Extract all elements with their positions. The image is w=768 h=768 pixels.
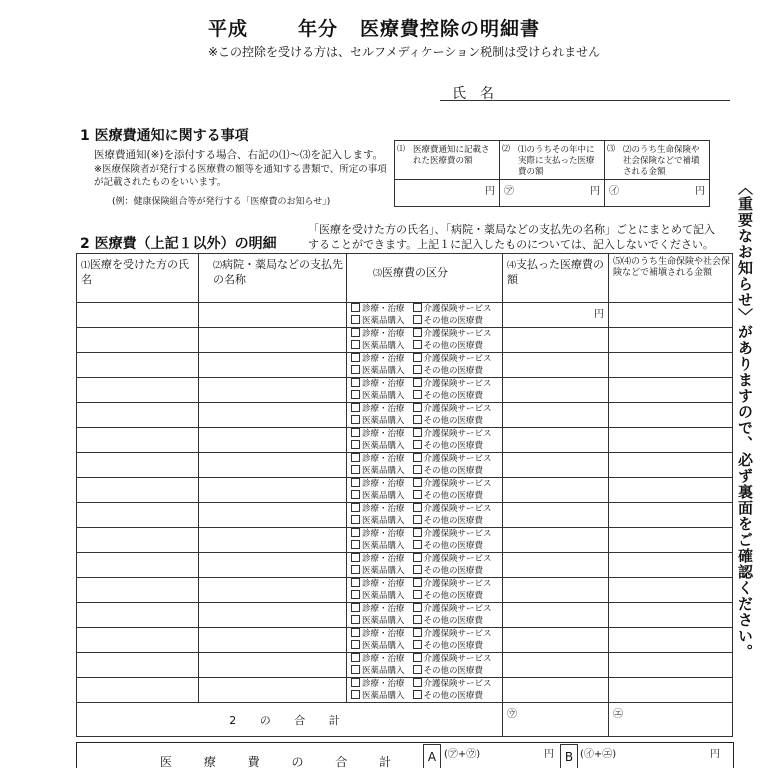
care-service-checkbox[interactable] [413, 578, 422, 587]
compensation-cell[interactable] [609, 628, 733, 653]
paid-amount-cell[interactable] [503, 628, 609, 653]
treatment-checkbox[interactable] [351, 403, 360, 412]
payee-name-cell[interactable] [199, 328, 347, 353]
patient-name-cell[interactable] [77, 678, 199, 703]
care-service-checkbox[interactable] [413, 453, 422, 462]
payee-name-cell[interactable] [199, 478, 347, 503]
table-row [77, 403, 733, 428]
payee-name-cell[interactable] [199, 653, 347, 678]
compensation-cell[interactable] [609, 503, 733, 528]
payee-name-cell[interactable] [199, 378, 347, 403]
medicine-checkbox[interactable] [351, 340, 360, 349]
table-row [77, 353, 733, 378]
notice-amount-table [394, 140, 710, 207]
t1-header-1: ⑴ 医療費通知に記載された医療費の額 [395, 141, 500, 180]
paid-amount-cell[interactable] [503, 478, 609, 503]
patient-name-cell[interactable] [77, 578, 199, 603]
expense-detail-table [76, 253, 733, 737]
treatment-checkbox[interactable] [351, 378, 360, 387]
payee-name-cell[interactable] [199, 628, 347, 653]
notice-amount-input[interactable]: 円 [395, 180, 500, 207]
payee-name-cell[interactable] [199, 528, 347, 553]
payee-name-cell[interactable] [199, 353, 347, 378]
other-expense-checkbox[interactable] [413, 390, 422, 399]
patient-name-cell[interactable] [77, 353, 199, 378]
compensation-cell[interactable] [609, 303, 733, 328]
care-service-checkbox[interactable] [413, 678, 422, 687]
table-row [77, 653, 733, 678]
other-expense-checkbox[interactable] [413, 340, 422, 349]
paid-amount-input[interactable]: ㋐ 円 [500, 180, 605, 207]
paid-amount-cell[interactable] [503, 678, 609, 703]
medicine-checkbox[interactable] [351, 440, 360, 449]
treatment-checkbox[interactable] [351, 353, 360, 362]
care-service-checkbox[interactable] [413, 603, 422, 612]
table-row [77, 428, 733, 453]
compensation-cell[interactable] [609, 528, 733, 553]
total-b-formula: (㋑+㋓) [580, 749, 617, 760]
other-expense-checkbox[interactable] [413, 590, 422, 599]
treatment-checkbox[interactable] [351, 503, 360, 512]
paid-amount-cell[interactable] [503, 578, 609, 603]
treatment-checkbox[interactable] [351, 453, 360, 462]
medicine-checkbox[interactable] [351, 615, 360, 624]
care-service-checkbox[interactable] [413, 478, 422, 487]
medicine-checkbox[interactable] [351, 515, 360, 524]
care-service-checkbox[interactable] [413, 653, 422, 662]
compensation-cell[interactable] [609, 653, 733, 678]
patient-name-cell[interactable] [77, 503, 199, 528]
page-title: 医療費控除の明細書 [360, 18, 541, 40]
treatment-checkbox[interactable] [351, 528, 360, 537]
treatment-checkbox[interactable] [351, 553, 360, 562]
category-cell: 診療・治療 介護保険サービス 医薬品購入 その他の医療費 [347, 578, 503, 603]
table-row [77, 528, 733, 553]
table-row [77, 328, 733, 353]
compensation-cell[interactable] [609, 603, 733, 628]
treatment-checkbox[interactable] [351, 428, 360, 437]
patient-name-cell[interactable] [77, 303, 199, 328]
year-unit-label: 年分 [298, 18, 339, 40]
compensation-cell[interactable] [609, 403, 733, 428]
t2-header-patient: ⑴医療を受けた方の氏名 [77, 254, 199, 303]
paid-amount-cell[interactable] [503, 403, 609, 428]
section2-description: 「医療を受けた方の氏名」、「病院・薬局などの支払先の名称」ごとにまとめて記入することができます。上記１に記入したものについては、記入しないでください。 [308, 223, 715, 251]
paid-amount-cell[interactable] [503, 528, 609, 553]
paid-amount-cell[interactable] [503, 653, 609, 678]
care-service-checkbox[interactable] [413, 428, 422, 437]
treatment-checkbox[interactable] [351, 328, 360, 337]
paid-amount-cell[interactable] [503, 378, 609, 403]
payee-name-cell[interactable] [199, 553, 347, 578]
patient-name-cell[interactable] [77, 403, 199, 428]
category-cell: 診療・治療 介護保険サービス 医薬品購入 その他の医療費 [347, 603, 503, 628]
section1-title: 1 医療費通知に関する事項 [80, 128, 249, 144]
compensation-cell[interactable] [609, 578, 733, 603]
medicine-checkbox[interactable] [351, 640, 360, 649]
treatment-checkbox[interactable] [351, 678, 360, 687]
care-service-checkbox[interactable] [413, 503, 422, 512]
other-expense-checkbox[interactable] [413, 465, 422, 474]
payee-name-cell[interactable] [199, 578, 347, 603]
category-cell: 診療・治療 介護保険サービス 医薬品購入 その他の医療費 [347, 503, 503, 528]
care-service-checkbox[interactable] [413, 528, 422, 537]
category-cell: 診療・治療 介護保険サービス 医薬品購入 その他の医療費 [347, 303, 503, 328]
compensated-amount-input[interactable]: ㋑ 円 [605, 180, 710, 207]
total-a-yen[interactable]: 円 [544, 749, 554, 760]
table-row [77, 303, 733, 328]
treatment-checkbox[interactable] [351, 628, 360, 637]
other-expense-checkbox[interactable] [413, 565, 422, 574]
name-field[interactable] [440, 100, 730, 101]
table-row [77, 578, 733, 603]
other-expense-checkbox[interactable] [413, 615, 422, 624]
compensation-cell[interactable] [609, 378, 733, 403]
t2-header-payee: ⑵病院・薬局などの支払先の名称 [199, 254, 347, 303]
treatment-checkbox[interactable] [351, 478, 360, 487]
compensation-cell[interactable] [609, 553, 733, 578]
other-expense-checkbox[interactable] [413, 315, 422, 324]
table-row [77, 503, 733, 528]
care-service-checkbox[interactable] [413, 403, 422, 412]
section1-instruction: 医療費通知(※)を添付する場合、右記の⑴〜⑶を記入します。 [94, 149, 384, 161]
t2-header-amount: ⑷支払った医療費の額 [503, 254, 609, 303]
total-b-yen[interactable]: 円 [710, 749, 720, 760]
paid-amount-cell[interactable] [503, 353, 609, 378]
category-cell: 診療・治療 介護保険サービス 医薬品購入 その他の医療費 [347, 403, 503, 428]
patient-name-cell[interactable] [77, 428, 199, 453]
section2-title: 2 医療費（上記１以外）の明細 [80, 236, 277, 252]
patient-name-cell[interactable] [77, 453, 199, 478]
other-expense-checkbox[interactable] [413, 365, 422, 374]
medicine-checkbox[interactable] [351, 565, 360, 574]
paid-amount-cell[interactable] [503, 453, 609, 478]
table-row [77, 478, 733, 503]
table-row [77, 603, 733, 628]
paid-amount-cell[interactable]: 円 [503, 303, 609, 328]
compensation-cell[interactable] [609, 478, 733, 503]
care-service-checkbox[interactable] [413, 628, 422, 637]
grand-total-label: 医 療 費 の 合 計 [160, 755, 406, 768]
section2-total-label: 2 の 合 計 [77, 703, 503, 737]
medicine-checkbox[interactable] [351, 665, 360, 674]
medicine-checkbox[interactable] [351, 590, 360, 599]
care-service-checkbox[interactable] [413, 353, 422, 362]
care-service-checkbox[interactable] [413, 378, 422, 387]
table-row [77, 553, 733, 578]
category-cell: 診療・治療 介護保険サービス 医薬品購入 その他の医療費 [347, 478, 503, 503]
payee-name-cell[interactable] [199, 403, 347, 428]
other-expense-checkbox[interactable] [413, 665, 422, 674]
category-cell: 診療・治療 介護保険サービス 医薬品購入 その他の医療費 [347, 328, 503, 353]
other-expense-checkbox[interactable] [413, 690, 422, 699]
category-cell: 診療・治療 介護保険サービス 医薬品購入 その他の医療費 [347, 628, 503, 653]
paid-amount-cell[interactable] [503, 428, 609, 453]
patient-name-cell[interactable] [77, 328, 199, 353]
table-row [77, 453, 733, 478]
category-cell: 診療・治療 介護保険サービス 医薬品購入 その他の医療費 [347, 378, 503, 403]
medicine-checkbox[interactable] [351, 465, 360, 474]
section2-total-compensation[interactable]: ㋓ [609, 703, 733, 737]
total-a-formula: (㋐+㋒) [444, 749, 481, 760]
other-expense-checkbox[interactable] [413, 415, 422, 424]
category-cell: 診療・治療 介護保険サービス 医薬品購入 その他の医療費 [347, 678, 503, 703]
name-label: 氏名 [452, 86, 508, 102]
section1-note: ※医療保険者が発行する医療費の額等を通知する書類で、所定の事項が記載されたものをいいます。 [94, 164, 387, 188]
section2-total-amount[interactable]: ㋒ [503, 703, 609, 737]
payee-name-cell[interactable] [199, 603, 347, 628]
important-notice-vertical: 〈重要なお知らせ〉がありますので、必ず裏面をご確認ください。 [736, 180, 754, 660]
category-cell: 診療・治療 介護保険サービス 医薬品購入 その他の医療費 [347, 428, 503, 453]
patient-name-cell[interactable] [77, 378, 199, 403]
patient-name-cell[interactable] [77, 653, 199, 678]
form-title [208, 14, 540, 41]
table-row [77, 678, 733, 703]
medicine-checkbox[interactable] [351, 690, 360, 699]
treatment-checkbox[interactable] [351, 653, 360, 662]
category-cell: 診療・治療 介護保険サービス 医薬品購入 その他の医療費 [347, 353, 503, 378]
paid-amount-cell[interactable] [503, 503, 609, 528]
table-row [77, 628, 733, 653]
patient-name-cell[interactable] [77, 478, 199, 503]
other-expense-checkbox[interactable] [413, 490, 422, 499]
paid-amount-cell[interactable] [503, 553, 609, 578]
care-service-checkbox[interactable] [413, 303, 422, 312]
category-cell: 診療・治療 介護保険サービス 医薬品購入 その他の医療費 [347, 553, 503, 578]
era-label: 平成 [208, 18, 249, 40]
other-expense-checkbox[interactable] [413, 515, 422, 524]
compensation-cell[interactable] [609, 353, 733, 378]
total-b-box: B [560, 744, 578, 768]
treatment-checkbox[interactable] [351, 303, 360, 312]
care-service-checkbox[interactable] [413, 553, 422, 562]
category-cell: 診療・治療 介護保険サービス 医薬品購入 その他の医療費 [347, 528, 503, 553]
patient-name-cell[interactable] [77, 553, 199, 578]
medicine-checkbox[interactable] [351, 365, 360, 374]
self-medication-notice: ※この控除を受ける方は、セルフメディケーション税制は受けられません [208, 45, 601, 59]
category-cell: 診療・治療 介護保険サービス 医薬品購入 その他の医療費 [347, 653, 503, 678]
category-cell: 診療・治療 介護保険サービス 医薬品購入 その他の医療費 [347, 453, 503, 478]
payee-name-cell[interactable] [199, 503, 347, 528]
paid-amount-cell[interactable] [503, 328, 609, 353]
compensation-cell[interactable] [609, 328, 733, 353]
patient-name-cell[interactable] [77, 528, 199, 553]
section1-example: (例：健康保険組合等が発行する「医療費のお知らせ」) [112, 197, 331, 207]
payee-name-cell[interactable] [199, 303, 347, 328]
medicine-checkbox[interactable] [351, 540, 360, 549]
t1-header-2: ⑵ ⑴のうちその年中に実際に支払った医療費の額 [500, 141, 605, 180]
payee-name-cell[interactable] [199, 428, 347, 453]
paid-amount-cell[interactable] [503, 603, 609, 628]
medicine-checkbox[interactable] [351, 490, 360, 499]
t1-header-3: ⑶ ⑵のうち生命保険や社会保険などで補塡される金額 [605, 141, 710, 180]
patient-name-cell[interactable] [77, 628, 199, 653]
other-expense-checkbox[interactable] [413, 640, 422, 649]
treatment-checkbox[interactable] [351, 578, 360, 587]
medicine-checkbox[interactable] [351, 390, 360, 399]
medicine-checkbox[interactable] [351, 415, 360, 424]
other-expense-checkbox[interactable] [413, 440, 422, 449]
treatment-checkbox[interactable] [351, 603, 360, 612]
other-expense-checkbox[interactable] [413, 540, 422, 549]
compensation-cell[interactable] [609, 678, 733, 703]
payee-name-cell[interactable] [199, 453, 347, 478]
patient-name-cell[interactable] [77, 603, 199, 628]
table-row [77, 378, 733, 403]
payee-name-cell[interactable] [199, 678, 347, 703]
compensation-cell[interactable] [609, 453, 733, 478]
medicine-checkbox[interactable] [351, 315, 360, 324]
care-service-checkbox[interactable] [413, 328, 422, 337]
compensation-cell[interactable] [609, 428, 733, 453]
total-a-box: A [423, 744, 441, 768]
t2-header-category: ⑶医療費の区分 [347, 254, 503, 303]
t2-header-compensation: ⑸⑷のうち生命保険や社会保険などで補塡される金額 [609, 254, 733, 303]
